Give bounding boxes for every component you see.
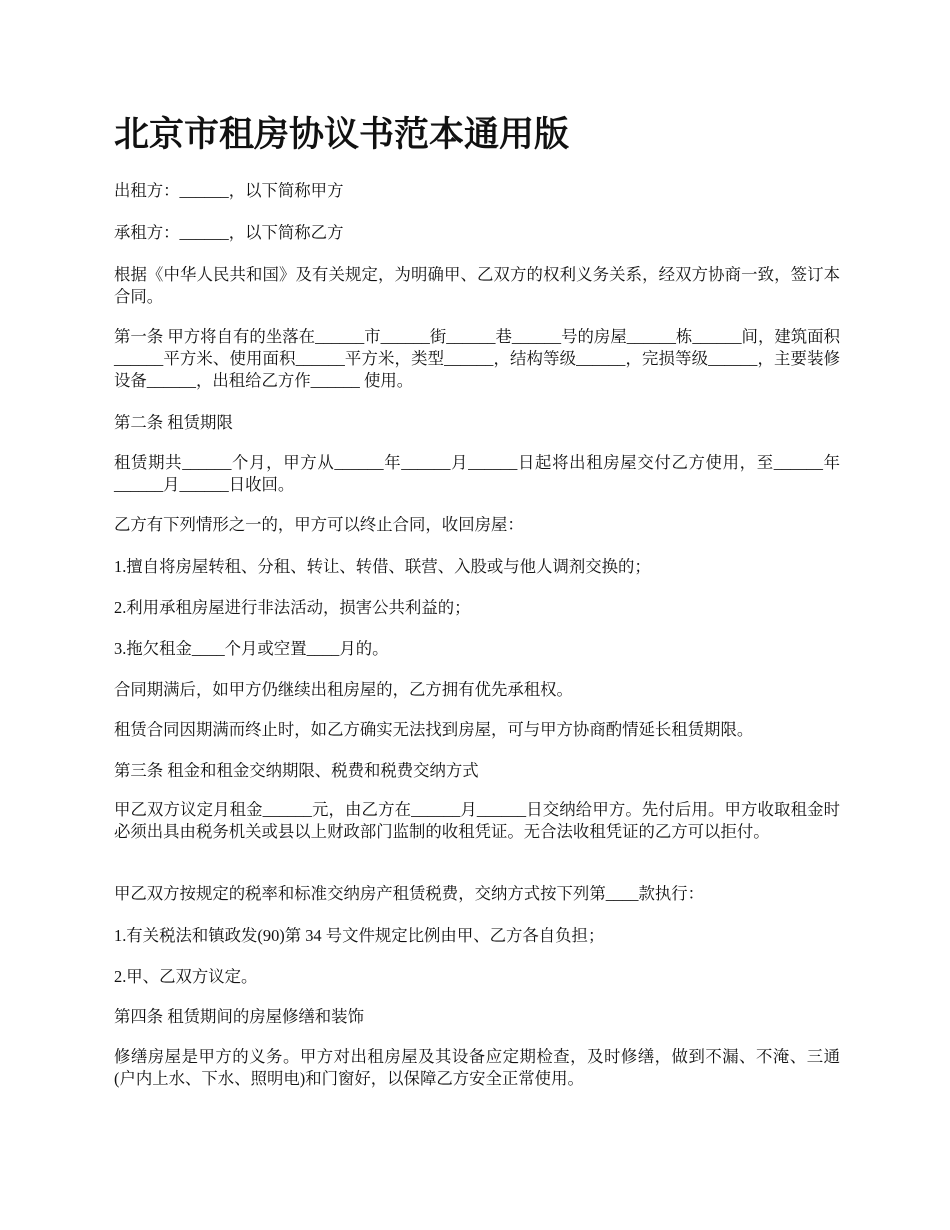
heading-article-2: 第二条 租赁期限 bbox=[114, 413, 233, 432]
paragraph-termination-conditions: 乙方有下列情形之一的，甲方可以终止合同，收回房屋： bbox=[114, 515, 524, 534]
list-item: 2.甲、乙双方议定。 bbox=[114, 967, 258, 986]
paragraph-extension: 租赁合同因期满而终止时，如乙方确实无法找到房屋，可与甲方协商酌情延长租赁期限。 bbox=[114, 720, 754, 739]
list-item: 1.有关税法和镇政发(90)第 34 号文件规定比例由甲、乙方各自负担； bbox=[114, 926, 605, 945]
list-item: 2.利用承租房屋进行非法活动，损害公共利益的； bbox=[114, 598, 471, 617]
heading-article-3: 第三条 租金和租金交纳期限、税费和税费交纳方式 bbox=[114, 761, 479, 780]
list-item: 1.擅自将房屋转租、分租、转让、转借、联营、入股或与他人调剂交换的； bbox=[114, 557, 651, 576]
paragraph-renewal-priority: 合同期满后，如甲方仍继续出租房屋的，乙方拥有优先承租权。 bbox=[114, 680, 573, 699]
paragraph-lessee: 承租方：______，以下简称乙方 bbox=[114, 223, 344, 242]
paragraph-lease-term: 租赁期共______个月，甲方从______年______月______日起将出租房屋交付乙方使用，至______年______月______日收回。 bbox=[114, 453, 840, 494]
paragraph-article-1: 第一条 甲方将自有的坐落在______市______街______巷______号的房屋______栋______间，建筑面积______平方米、使用面积______平方米，类型______，结构等级______，完损等级______，主要装修设备______，出租给乙方作______ 使用。 bbox=[114, 327, 840, 390]
document-title: 北京市租房协议书范本通用版 bbox=[114, 114, 570, 155]
paragraph-rent: 甲乙双方议定月租金______元，由乙方在______月______日交纳给甲方。先付后用。甲方收取租金时必须出具由税务机关或县以上财政部门监制的收租凭证。无合法收租凭证的乙方可以拒付。 bbox=[114, 800, 840, 841]
heading-article-4: 第四条 租赁期间的房屋修缮和装饰 bbox=[114, 1007, 364, 1026]
paragraph-preamble: 根据《中华人民共和国》及有关规定，为明确甲、乙双方的权利义务关系，经双方协商一致，签订本合同。 bbox=[114, 265, 840, 306]
paragraph-lessor: 出租方：______，以下简称甲方 bbox=[114, 181, 344, 200]
paragraph-repairs: 修缮房屋是甲方的义务。甲方对出租房屋及其设备应定期检查，及时修缮，做到不漏、不淹、三通(户内上水、下水、照明电)和门窗好，以保障乙方安全正常使用。 bbox=[114, 1047, 840, 1088]
list-item: 3.拖欠租金____个月或空置____月的。 bbox=[114, 639, 389, 658]
paragraph-tax: 甲乙双方按规定的税率和标准交纳房产租赁税费，交纳方式按下列第____款执行： bbox=[114, 884, 705, 903]
